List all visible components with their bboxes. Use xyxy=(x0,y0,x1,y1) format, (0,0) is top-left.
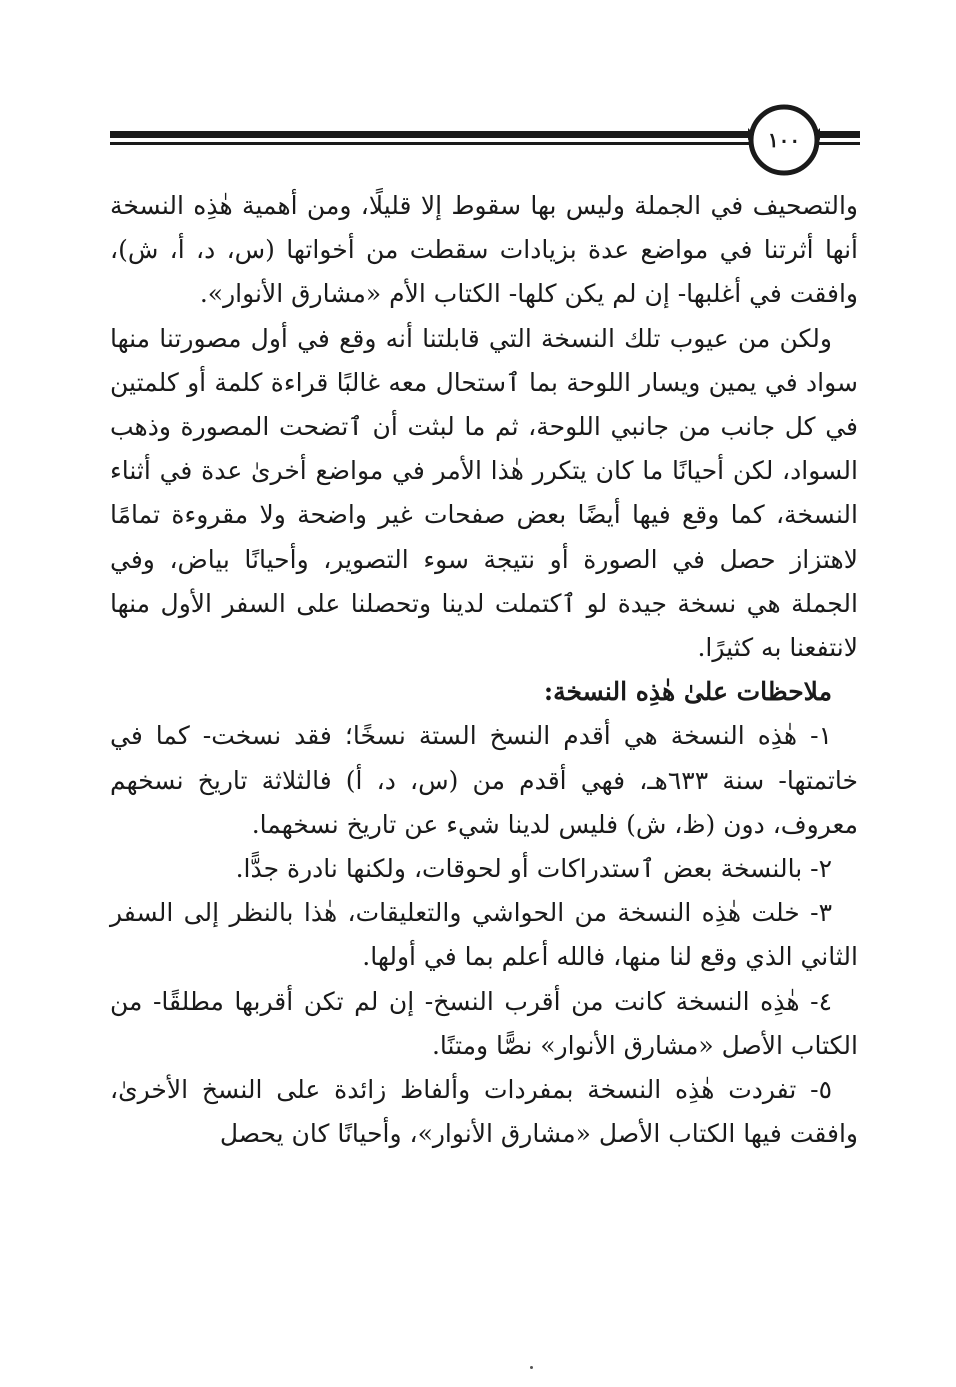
note-item-3: ٣- خلت هٰذِه النسخة من الحواشي والتعليقات، هٰذا بالنظر إلى السفر الثاني الذي وقع لنا منها، فالله أعلم بما في أولها. xyxy=(110,898,858,972)
page-header xyxy=(108,104,860,176)
page-mark xyxy=(530,1366,533,1369)
main-text xyxy=(110,184,858,1156)
note-item-1: ١- هٰذِه النسخة هي أقدم النسخ الستة نسخًا؛ فقد نسخت- كما في خاتمتها- سنة ٦٣٣هـ، فهي أقدم من (س، د، أ) فالثلاثة تاريخ نسخهم معروف، دون (ظ، ش) فليس لدينا شيء عن تاريخ نسخهما. xyxy=(110,721,858,839)
note-item-5: ٥- تفردت هٰذِه النسخة بمفردات وألفاظ زائدة على النسخ الأخرىٰ، وافقت فيها الكتاب الأصل «مشارق الأنوار»، وأحيانًا كان يحصل xyxy=(110,1075,858,1149)
section-heading: ملاحظات علىٰ هٰذِه النسخة: xyxy=(543,677,832,707)
paragraph-continuation: والتصحيف في الجملة وليس بها سقوط إلا قليلًا، ومن أهمية هٰذِه النسخة أنها أثرتنا في مواضع عدة بزيادات سقطت من أخواتها (س، د، أ، ش)، وافقت في أغلبها- إن لم يكن كلها- الكتاب الأم «مشارق الأنوار». xyxy=(110,191,858,309)
page-number: ١٠٠ xyxy=(767,128,801,152)
paragraph-manuscript-defects: ولكن من عيوب تلك النسخة التي قابلتنا أنه وقع في أول مصورتنا منها سواد في يمين ويسار اللوحة بما ٱستحال معه غالبًا قراءة كلمة أو كلمتين في كل جانب من جانبي اللوحة، ثم ما لبثت أن ٱتضحت المصورة وذهب السواد، لكن أحيانًا ما كان يتكرر هٰذا الأمر في مواضع أخرىٰ عدة في أثناء النسخة، كما وقع فيها أيضًا بعض صفحات غير واضحة ولا مقروءة تمامًا لاهتزاز حصل في الصورة أو نتيجة سوء التصوير، وأحيانًا بياض، وفي الجملة هي نسخة جيدة لو ٱكتملت لدينا وتحصلنا على السفر الأول منها لانتفعنا به كثيرًا. xyxy=(110,323,858,663)
header-rule-ornament xyxy=(108,104,860,176)
note-item-4: ٤- هٰذِه النسخة كانت من أقرب النسخ- إن لم تكن أقربها مطلقًا- من الكتاب الأصل «مشارق الأنوار» نصًّا ومتنًا. xyxy=(110,986,858,1060)
note-item-2: ٢- بالنسخة بعض ٱستدراكات أو لحوقات، ولكنها نادرة جدًّا. xyxy=(235,854,832,884)
